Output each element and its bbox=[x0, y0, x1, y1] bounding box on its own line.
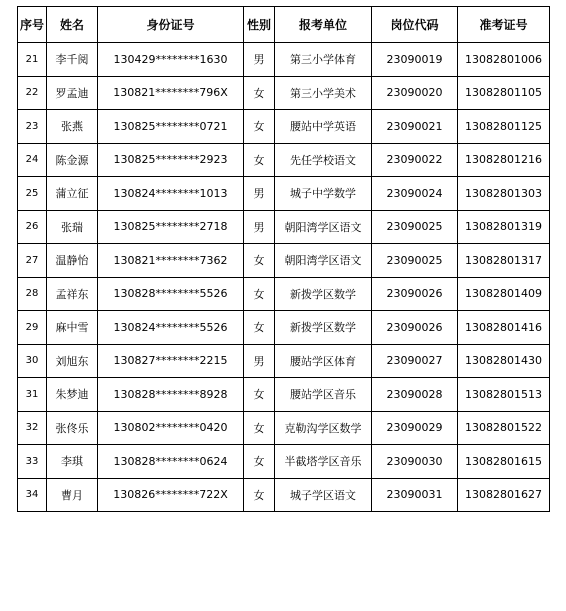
cell-seq: 29 bbox=[18, 311, 47, 345]
cell-id-number: 130824********1013 bbox=[98, 177, 244, 211]
cell-unit: 新拨学区数学 bbox=[275, 277, 372, 311]
cell-gender: 女 bbox=[244, 411, 275, 445]
candidate-table bbox=[17, 6, 550, 512]
cell-exam-number: 13082801317 bbox=[458, 244, 550, 278]
cell-seq: 26 bbox=[18, 210, 47, 244]
cell-gender: 女 bbox=[244, 110, 275, 144]
cell-name: 蒲立征 bbox=[47, 177, 98, 211]
cell-id-number: 130828********0624 bbox=[98, 445, 244, 479]
cell-name: 张燕 bbox=[47, 110, 98, 144]
cell-name: 麻中雪 bbox=[47, 311, 98, 345]
cell-id-number: 130825********0721 bbox=[98, 110, 244, 144]
cell-post-code: 23090022 bbox=[372, 143, 458, 177]
cell-id-number: 130821********7362 bbox=[98, 244, 244, 278]
cell-unit: 朝阳湾学区语文 bbox=[275, 244, 372, 278]
cell-unit: 朝阳湾学区语文 bbox=[275, 210, 372, 244]
cell-unit: 第三小学体育 bbox=[275, 43, 372, 77]
cell-exam-number: 13082801416 bbox=[458, 311, 550, 345]
cell-exam-number: 13082801522 bbox=[458, 411, 550, 445]
cell-id-number: 130826********722X bbox=[98, 478, 244, 512]
cell-unit: 克勒沟学区数学 bbox=[275, 411, 372, 445]
header-seq: 序号 bbox=[18, 7, 47, 43]
cell-gender: 男 bbox=[244, 177, 275, 211]
header-post-code: 岗位代码 bbox=[372, 7, 458, 43]
cell-exam-number: 13082801105 bbox=[458, 76, 550, 110]
cell-name: 陈金源 bbox=[47, 143, 98, 177]
cell-id-number: 130828********8928 bbox=[98, 378, 244, 412]
cell-seq: 31 bbox=[18, 378, 47, 412]
table-body bbox=[18, 43, 550, 512]
cell-exam-number: 13082801216 bbox=[458, 143, 550, 177]
cell-name: 李千阅 bbox=[47, 43, 98, 77]
table-row bbox=[18, 177, 550, 211]
cell-unit: 第三小学美术 bbox=[275, 76, 372, 110]
cell-name: 张佟乐 bbox=[47, 411, 98, 445]
cell-post-code: 23090019 bbox=[372, 43, 458, 77]
cell-seq: 30 bbox=[18, 344, 47, 378]
header-gender: 性别 bbox=[244, 7, 275, 43]
table-row bbox=[18, 411, 550, 445]
cell-post-code: 23090025 bbox=[372, 210, 458, 244]
cell-name: 罗孟迪 bbox=[47, 76, 98, 110]
header-id-number: 身份证号 bbox=[98, 7, 244, 43]
cell-post-code: 23090025 bbox=[372, 244, 458, 278]
cell-id-number: 130802********0420 bbox=[98, 411, 244, 445]
cell-id-number: 130827********2215 bbox=[98, 344, 244, 378]
header-exam-number: 准考证号 bbox=[458, 7, 550, 43]
cell-id-number: 130429********1630 bbox=[98, 43, 244, 77]
cell-gender: 女 bbox=[244, 143, 275, 177]
cell-gender: 女 bbox=[244, 76, 275, 110]
cell-exam-number: 13082801615 bbox=[458, 445, 550, 479]
cell-gender: 男 bbox=[244, 344, 275, 378]
cell-seq: 33 bbox=[18, 445, 47, 479]
cell-post-code: 23090027 bbox=[372, 344, 458, 378]
table-row bbox=[18, 143, 550, 177]
cell-gender: 男 bbox=[244, 43, 275, 77]
cell-id-number: 130825********2718 bbox=[98, 210, 244, 244]
cell-post-code: 23090029 bbox=[372, 411, 458, 445]
cell-id-number: 130825********2923 bbox=[98, 143, 244, 177]
table-row bbox=[18, 478, 550, 512]
header-row bbox=[18, 7, 550, 43]
cell-exam-number: 13082801627 bbox=[458, 478, 550, 512]
cell-gender: 女 bbox=[244, 478, 275, 512]
cell-name: 温静怡 bbox=[47, 244, 98, 278]
header-unit: 报考单位 bbox=[275, 7, 372, 43]
cell-exam-number: 13082801430 bbox=[458, 344, 550, 378]
cell-post-code: 23090026 bbox=[372, 277, 458, 311]
cell-post-code: 23090031 bbox=[372, 478, 458, 512]
cell-seq: 24 bbox=[18, 143, 47, 177]
cell-seq: 21 bbox=[18, 43, 47, 77]
cell-gender: 女 bbox=[244, 244, 275, 278]
table-row bbox=[18, 210, 550, 244]
cell-exam-number: 13082801125 bbox=[458, 110, 550, 144]
cell-post-code: 23090021 bbox=[372, 110, 458, 144]
cell-seq: 28 bbox=[18, 277, 47, 311]
cell-gender: 女 bbox=[244, 378, 275, 412]
cell-exam-number: 13082801303 bbox=[458, 177, 550, 211]
cell-seq: 25 bbox=[18, 177, 47, 211]
table-row bbox=[18, 344, 550, 378]
cell-name: 李琪 bbox=[47, 445, 98, 479]
cell-gender: 女 bbox=[244, 445, 275, 479]
cell-seq: 34 bbox=[18, 478, 47, 512]
cell-gender: 女 bbox=[244, 277, 275, 311]
cell-seq: 27 bbox=[18, 244, 47, 278]
table-row bbox=[18, 311, 550, 345]
table-row bbox=[18, 43, 550, 77]
table-row bbox=[18, 445, 550, 479]
cell-unit: 城子中学数学 bbox=[275, 177, 372, 211]
table-row bbox=[18, 110, 550, 144]
cell-name: 孟祥东 bbox=[47, 277, 98, 311]
cell-seq: 32 bbox=[18, 411, 47, 445]
cell-id-number: 130821********796X bbox=[98, 76, 244, 110]
cell-exam-number: 13082801409 bbox=[458, 277, 550, 311]
cell-post-code: 23090024 bbox=[372, 177, 458, 211]
cell-id-number: 130824********5526 bbox=[98, 311, 244, 345]
cell-seq: 22 bbox=[18, 76, 47, 110]
table-row bbox=[18, 76, 550, 110]
cell-unit: 半截塔学区音乐 bbox=[275, 445, 372, 479]
cell-exam-number: 13082801513 bbox=[458, 378, 550, 412]
cell-unit: 腰站学区音乐 bbox=[275, 378, 372, 412]
cell-post-code: 23090028 bbox=[372, 378, 458, 412]
cell-seq: 23 bbox=[18, 110, 47, 144]
cell-name: 刘旭东 bbox=[47, 344, 98, 378]
cell-exam-number: 13082801006 bbox=[458, 43, 550, 77]
cell-post-code: 23090026 bbox=[372, 311, 458, 345]
header-name: 姓名 bbox=[47, 7, 98, 43]
cell-name: 曹月 bbox=[47, 478, 98, 512]
cell-unit: 城子学区语文 bbox=[275, 478, 372, 512]
cell-name: 朱梦迪 bbox=[47, 378, 98, 412]
cell-exam-number: 13082801319 bbox=[458, 210, 550, 244]
cell-unit: 新拨学区数学 bbox=[275, 311, 372, 345]
cell-name: 张瑞 bbox=[47, 210, 98, 244]
cell-id-number: 130828********5526 bbox=[98, 277, 244, 311]
cell-unit: 先任学校语文 bbox=[275, 143, 372, 177]
table-row bbox=[18, 244, 550, 278]
cell-gender: 男 bbox=[244, 210, 275, 244]
cell-post-code: 23090030 bbox=[372, 445, 458, 479]
cell-unit: 腰站学区体育 bbox=[275, 344, 372, 378]
cell-gender: 女 bbox=[244, 311, 275, 345]
cell-post-code: 23090020 bbox=[372, 76, 458, 110]
table-row bbox=[18, 277, 550, 311]
cell-unit: 腰站中学英语 bbox=[275, 110, 372, 144]
table-row bbox=[18, 378, 550, 412]
